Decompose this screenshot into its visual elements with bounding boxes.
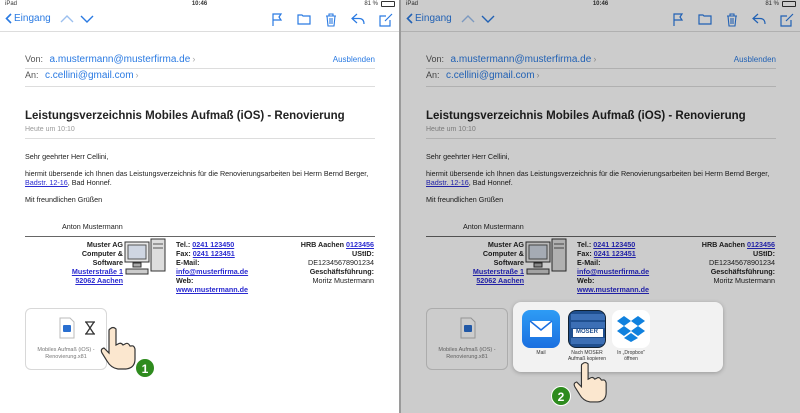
moser-logo-text: MOSER — [575, 329, 598, 335]
email-link[interactable]: info@musterfirma.de — [176, 267, 249, 276]
signer-name: Anton Mustermann — [463, 222, 524, 231]
compose-icon[interactable] — [780, 13, 794, 27]
sig-legal: HRB Aachen 0123456 UStID: DE12345678901234 Geschäftsführung: Moritz Mustermann — [300, 240, 374, 285]
flag-icon[interactable] — [271, 13, 283, 27]
to-row — [426, 70, 540, 81]
hourglass-icon — [84, 321, 96, 335]
attachment-tile[interactable] — [25, 308, 107, 370]
hrb-link[interactable]: 0123456 — [346, 240, 374, 249]
sig-legal: HRB Aachen 0123456 UStID: DE12345678901234 Geschäftsführung: Moritz Mustermann — [701, 240, 775, 285]
tel-link[interactable]: 0241 123450 — [593, 240, 636, 249]
body-paragraph: hiermit übersende ich Ihnen das Leistungsverzeichnis für die Renovierungsarbeiten bei Herrn Bernd Berger, Badstr. 12-16, Bad Honnef. — [426, 169, 770, 187]
greeting: Sehr geehrter Herr Cellini, — [426, 152, 510, 161]
from-label: Von: — [25, 54, 44, 64]
computer-icon — [124, 238, 168, 278]
from-address[interactable]: a.mustermann@musterfirma.de — [450, 54, 592, 65]
document-icon — [59, 317, 75, 339]
compose-icon[interactable] — [379, 13, 393, 27]
mail-body — [426, 152, 781, 212]
from-label: Von: — [426, 54, 445, 64]
tel-link[interactable]: 0241 123450 — [192, 240, 235, 249]
address-link[interactable]: Badstr. 12-16 — [426, 178, 469, 187]
to-address[interactable]: c.cellini@gmail.com — [45, 70, 134, 81]
mail-subject: Leistungsverzeichnis Mobiles Aufmaß (iOS) - Renovierung — [426, 110, 746, 122]
share-dropbox[interactable] — [611, 310, 651, 362]
street-link[interactable]: Musterstraße 1 — [71, 267, 123, 276]
trash-icon[interactable] — [325, 13, 337, 27]
signer-name: Anton Mustermann — [62, 222, 123, 231]
sig-contact: Tel.: 0241 123450 Fax: 0241 123451 E-Mail: info@musterfirma.de Web: www.mustermann.de — [577, 240, 650, 294]
reply-icon[interactable] — [351, 13, 365, 25]
attachment-name: Mobiles Aufmaß (iOS) - Renovierung.x81 — [37, 347, 95, 360]
clock: 10:46 — [191, 1, 208, 7]
fax-link[interactable]: 0241 123451 — [593, 249, 636, 258]
battery-icon — [381, 1, 395, 7]
dropbox-icon — [612, 310, 650, 348]
closing: Mit freundlichen Grüßen — [426, 195, 504, 204]
share-dropbox-label: In „Dropbox“ öffnen — [617, 350, 645, 362]
share-moser[interactable] — [567, 310, 607, 362]
chevron-right-icon: › — [192, 54, 196, 64]
step-2-badge: 2 — [551, 386, 571, 406]
from-row — [25, 54, 195, 65]
street-link[interactable]: Musterstraße 1 — [472, 267, 524, 276]
chevron-right-icon: › — [135, 70, 139, 80]
sig-company: Muster AG Computer & Software Musterstraße 1 52062 Aachen — [472, 240, 524, 285]
computer-icon — [525, 238, 569, 278]
from-address[interactable]: a.mustermann@musterfirma.de — [49, 54, 191, 65]
chevron-right-icon: › — [536, 70, 540, 80]
folder-icon[interactable] — [698, 13, 712, 25]
to-label: An: — [426, 70, 440, 80]
city-link[interactable]: 52062 Aachen — [476, 276, 524, 285]
chevron-left-icon — [406, 13, 413, 24]
chevron-left-icon — [5, 13, 12, 24]
fax-link[interactable]: 0241 123451 — [192, 249, 235, 258]
mail-date: Heute um 10:10 — [426, 126, 476, 133]
document-icon — [460, 317, 476, 339]
folder-icon[interactable] — [297, 13, 311, 25]
attachment-tile[interactable] — [426, 308, 508, 370]
from-row — [426, 54, 596, 65]
greeting: Sehr geehrter Herr Cellini, — [25, 152, 109, 161]
step-1-badge: 1 — [135, 358, 155, 378]
flag-icon[interactable] — [672, 13, 684, 27]
to-label: An: — [25, 70, 39, 80]
chevron-up-icon[interactable] — [60, 14, 74, 24]
chevron-down-icon[interactable] — [80, 14, 94, 24]
share-sheet — [513, 302, 723, 372]
back-label: Eingang — [415, 13, 452, 24]
carrier-label: iPad — [5, 1, 18, 7]
battery-icon — [782, 1, 796, 7]
chevron-right-icon: › — [593, 54, 597, 64]
to-address[interactable]: c.cellini@gmail.com — [446, 70, 535, 81]
share-moser-label: Nach MOSER Aufmaß kopieren — [567, 350, 607, 362]
reply-icon[interactable] — [752, 13, 766, 25]
share-mail[interactable] — [521, 310, 561, 356]
carrier-label: iPad — [406, 1, 419, 7]
mail-body — [25, 152, 380, 212]
battery-percent: 81 % — [765, 1, 779, 7]
status-bar — [0, 0, 399, 9]
mail-app-icon — [522, 310, 560, 348]
right-screen — [401, 0, 800, 413]
trash-icon[interactable] — [726, 13, 738, 27]
tap-hand-icon — [571, 360, 609, 404]
sig-company: Muster AG Computer & Software Musterstraße 1 52062 Aachen — [71, 240, 123, 285]
hrb-link[interactable]: 0123456 — [747, 240, 775, 249]
address-link[interactable]: Badstr. 12-16 — [25, 178, 68, 187]
left-screen — [0, 0, 399, 413]
hide-details-button[interactable]: Ausblenden — [332, 55, 375, 64]
mail-subject: Leistungsverzeichnis Mobiles Aufmaß (iOS) - Renovierung — [25, 110, 345, 122]
back-label: Eingang — [14, 13, 51, 24]
chevron-up-icon[interactable] — [461, 14, 475, 24]
share-mail-label: Mail — [536, 350, 546, 356]
attachment-name: Mobiles Aufmaß (iOS) - Renovierung.x81 — [438, 347, 496, 360]
mail-toolbar — [0, 10, 399, 32]
back-button[interactable] — [406, 13, 452, 24]
sig-contact: Tel.: 0241 123450 Fax: 0241 123451 E-Mail: info@musterfirma.de Web: www.mustermann.de — [176, 240, 249, 294]
hide-details-button[interactable]: Ausblenden — [733, 55, 776, 64]
to-row — [25, 70, 139, 81]
clock: 10:46 — [592, 1, 609, 7]
back-button[interactable] — [5, 13, 51, 24]
city-link[interactable]: 52062 Aachen — [75, 276, 123, 285]
chevron-down-icon[interactable] — [481, 14, 495, 24]
email-link[interactable]: info@musterfirma.de — [577, 267, 650, 276]
tap-hand-icon — [98, 325, 138, 371]
web-link[interactable]: www.mustermann.de — [577, 285, 650, 294]
body-paragraph: hiermit übersende ich Ihnen das Leistungsverzeichnis für die Renovierungsarbeiten bei Herrn Bernd Berger, Badstr. 12-16, Bad Honnef. — [25, 169, 369, 187]
mail-date: Heute um 10:10 — [25, 126, 75, 133]
web-link[interactable]: www.mustermann.de — [176, 285, 249, 294]
status-bar — [401, 0, 800, 9]
closing: Mit freundlichen Grüßen — [25, 195, 103, 204]
battery-percent: 81 % — [364, 1, 378, 7]
mail-toolbar — [401, 10, 800, 32]
